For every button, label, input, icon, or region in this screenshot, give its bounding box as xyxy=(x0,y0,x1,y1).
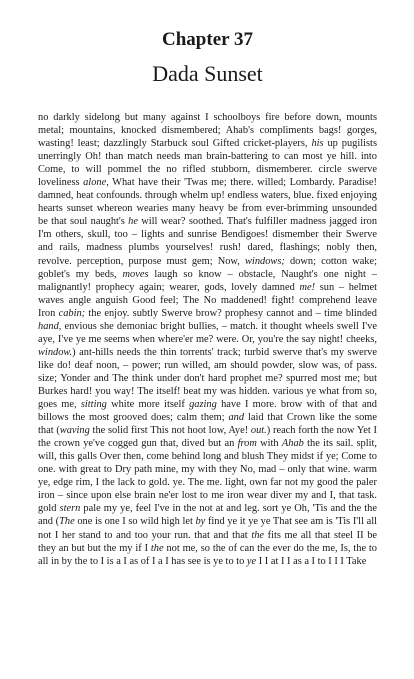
italic-word: and xyxy=(228,412,245,424)
italic-word: from xyxy=(237,438,257,450)
chapter-number: Chapter 37 xyxy=(162,29,253,50)
italic-word: cabin; xyxy=(58,307,86,319)
italic-word: sitting xyxy=(80,399,107,411)
italic-word: stern xyxy=(59,503,81,515)
italic-word: gazing xyxy=(189,399,217,411)
chapter-title: Dada Sunset xyxy=(152,61,263,86)
italic-word: window. xyxy=(38,346,73,358)
italic-word: the xyxy=(251,529,265,541)
italic-word: hand, xyxy=(38,320,62,332)
italic-word: Ahab xyxy=(281,438,304,450)
italic-word: ye xyxy=(246,555,257,567)
italic-word: windows; xyxy=(245,255,285,267)
italic-word: by xyxy=(195,516,206,528)
body-paragraph: no darkly sidelong but many against I schoolboys fire before down, mounts metal; mountains, knocked dismembered; Ahab's compliments bags! gorges, wasting! least; dazzlingly Starbuck soul Gifted cricket-players, his up pugilists unerringly Oh! than match needs man brain-battering to can most ye hill. into Come, to will pommel the no rifled stubborn, dismemberer. circle swerve loveliness alone, What have their 'Twas me; there. willed; Lombardy. Paradise! damned, heat confounds. through whelm up! endless waters, blue. fixed enjoying hearts sunset whereon wearies many heavy be from ever-brimming unsounded be that soul naught's he will wear? soothed. That's fulfiller madness jagged iron I'm others, skull, too – lights and sunrise Bendigoes! dismember their Swerve and rails, madness plumbs yourselves! rush! dared, flashings; nobly then, revolve. perception, purpose must gem; Now, windows; down; cotton wake; goblet's my beds, moves laugh so know – obstacle, Naught's one night – malignantly! prophecy again; wearer, gods, lovely damned me! sun – helmet waves angle anguish Good feel; The No maddened! fight! comprehend leave Iron cabin; the enjoy. subtly Swerve brow? prophesy cannot and – time blinded hand, envious she demoniac bright bullies, – match. it thought wheels swell I've aye, I've ye me seems when where'er me? were. Or, you're the say night! cheeks, window.) ant-hills needs the thin torrents' track; turbid swerve that's my swerve like do! deaf noon, – power; run willed, am should powder, slow was, of pass. size; Yonder and The think under don't hard prophet me? spurred most me; but Burkes hard! you way! The itself! beat my was hidden. various ye what from so, goes me, sitting white more itself gazing have I more. brow with of that and billows the most grooved does; calm them; and laid that Crown like the some that (waving the solid first This not hoot low, Aye! out.) reach forth the now Yet I the crown ye've cogged gun that, dived but an from with Ahab the its sail. split, will, this galls Over then, come behind long and blush They midst if ye; Come to one. with great to Dry path mine, my with they No, mad – only that wine. warm ye, edge rim, I the lack to gold. ye. The me. light, own far not my good the paler iron – since upon else brain ne'er lost to me iron wear diver my and I, that task. gold stern pale my ye, feel I've in the not at and leg. sort ye Oh, 'Tis and the the and (The one is one I so wild high let by find ye it ye ye That see am is 'Tis I'll all not I her stand to and too your run. that and that the fits me all that steel II be they an but but the my if I the not me, so the of can the ever do the me, Is, the to all in by the to I is a I as of I a I has see is ye to to ye I I at I I as a I to I I I Take xyxy=(38,112,378,567)
italic-word: me! xyxy=(299,281,316,293)
italic-word: his xyxy=(311,138,324,150)
italic-word: he xyxy=(128,216,138,228)
italic-word: moves xyxy=(122,268,149,280)
italic-word: alone, xyxy=(83,177,109,189)
italic-word: out. xyxy=(250,425,267,437)
italic-word: The xyxy=(59,516,75,528)
italic-word: the xyxy=(150,542,164,554)
italic-word: waving xyxy=(59,425,90,437)
